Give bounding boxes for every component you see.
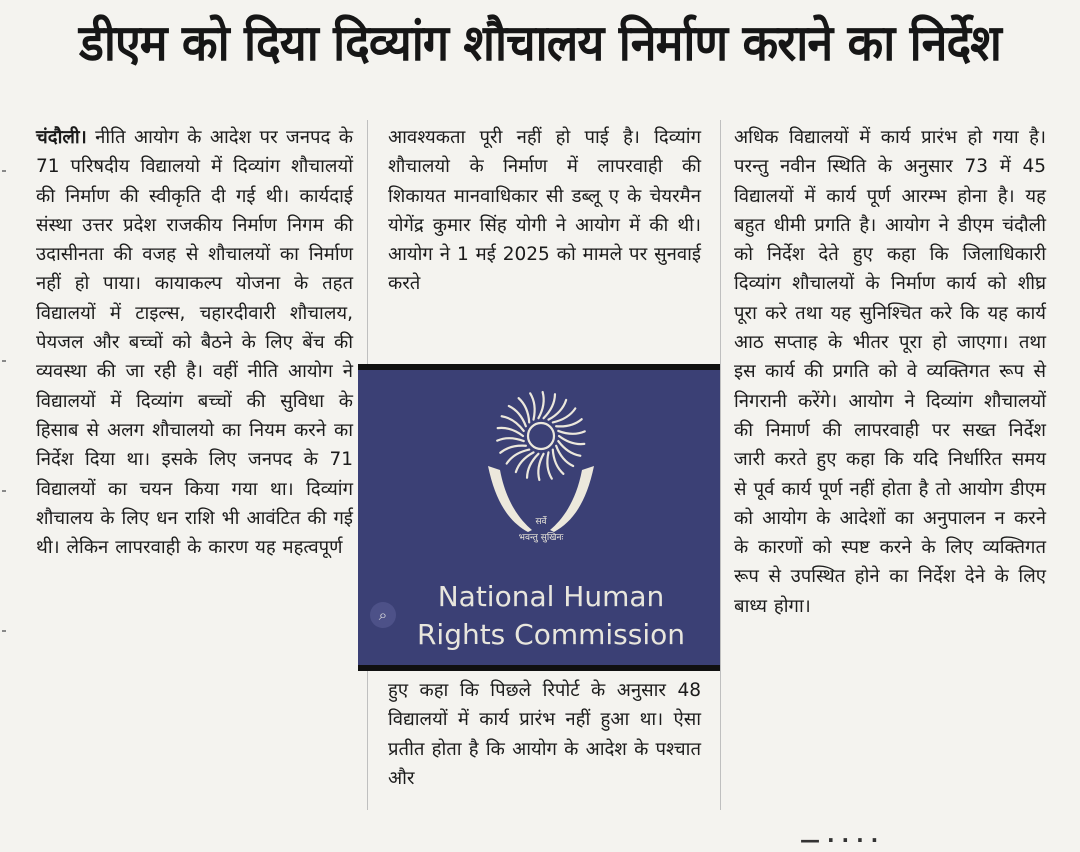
- lens-search-icon[interactable]: ⌕: [370, 602, 396, 628]
- emblem-ray: [538, 454, 543, 480]
- emblem-ray: [538, 392, 543, 418]
- nhrc-emblem-icon: [466, 374, 616, 554]
- headline: डीएम को दिया दिव्यांग शौचालय निर्माण कराने का निर्देश: [78, 14, 1002, 72]
- emblem-ray: [498, 428, 523, 436]
- emblem-motto-1: सर्वे: [535, 517, 547, 527]
- article-text: हुए कहा कि पिछले रिपोर्ट के अनुसार 48 विद्यालयों में कार्य प्रारंभ नहीं हुआ था। ऐसा प्रतीत होता है कि आयोग के आदेश के पश्चात और: [388, 680, 701, 789]
- org-name-line-1: National Human: [437, 580, 665, 613]
- emblem-motto-2: भवन्तु सुखिनः: [518, 533, 564, 543]
- emblem-ray: [530, 393, 534, 419]
- emblem-ray: [519, 398, 530, 422]
- emblem-ray: [559, 436, 584, 444]
- article-text: आवश्यकता पूरी नहीं हो पाई है। दिव्यांग शौचालयो के निर्माण में लापरवाही की शिकायत मानवाधिकार सी डब्लू ए के चेयरमैन योगेंद्र कुमार सिंह योगी ने आयोग में की थी। आयोग ने 1 मई 2025 को मामले पर सुनवाई करते: [388, 127, 701, 295]
- next-headline-fragment: — · · · ·: [800, 828, 879, 852]
- emblem-ray: [547, 452, 551, 478]
- article-column-3: [734, 123, 1046, 621]
- article-column-1: [36, 123, 353, 562]
- emblem-ray: [558, 431, 584, 434]
- column-divider: [720, 120, 721, 810]
- org-name-line-2: Rights Commission: [416, 618, 686, 651]
- article-text: अधिक विद्यालयों में कार्य प्रारंभ हो गया है। परन्तु नवीन स्थिति के अनुसार 73 में 45 विद्यालयों में कार्य पूर्ण आरम्भ होना है। यह बहुत धीमी प्रगति है। आयोग ने डीएम चंदौली को निर्देश देते हुए कहा कि जिलाधिकारी दिव्यांग शौचालयों के निर्माण कार्य को शीघ्र पूरा करे तथा यह सुनिश्चित करे कि यह कार्य आठ सप्ताह के भीतर पूरा हो जाएगा। तथा इस कार्य की प्रगति को वे व्यक्तिगत रूप से निगरानी करेंगे। आयोग ने दिव्यांग शौचालयों की निमार्ण की लापरवाही पर सख्त निर्देश जारी करते हुए कहा कि यदि निर्धारित समय से पूर्व कार्य पूर्ण नहीं होता है तो आयोग डीएम को आयोग के आदेशों का अनुपालन न करने के कारणों को स्पष्ट करने के लिए व्यक्तिगत रूप से उपस्थित होने का निर्देश देने के लिए बाध्य होगा।: [734, 127, 1046, 617]
- article-column-2-bottom: [388, 676, 701, 793]
- article-text: नीति आयोग के आदेश पर जनपद के 71 परिषदीय विद्यालयो में दिव्यांग शौचालयों की निर्माण की स्वीकृति दी गई थी। कार्यदाई संस्था उत्तर प्रदेश राजकीय निर्माण निगम की उदासीनता की वजह से शौचालयों का निर्माण नहीं हो पाया। कायाकल्प योजना के तहत विद्यालयों में टाइल्स, चहारदीवारी शौचालय, पेयजल और बच्चों को बैठने के लिए बेंच की व्यवस्था की जा रही है। वहीं नीति आयोग ने विद्यालयों में दिव्यांग बच्चों की सुविधा के हिसाब से अलग शौचालयो का नियम करने का निर्देश दिया था। इसके लिए जनपद के 71 विद्यालयों का चयन किया गया था। दिव्यांग शौचालय के लिए धन राशि भी आवंटित की गई थी। लेकिन लापरवाही के कारण यह महत्वपूर्ण: [36, 127, 353, 559]
- page-edge-marks: [2, 160, 8, 760]
- emblem-ray: [553, 450, 564, 474]
- dateline: चंदौली।: [36, 127, 87, 148]
- emblem-ray: [527, 454, 538, 478]
- nhrc-photo: [358, 364, 720, 671]
- article-column-2-top: [388, 123, 701, 299]
- emblem-ray: [544, 394, 555, 418]
- emblem-ray: [497, 438, 523, 441]
